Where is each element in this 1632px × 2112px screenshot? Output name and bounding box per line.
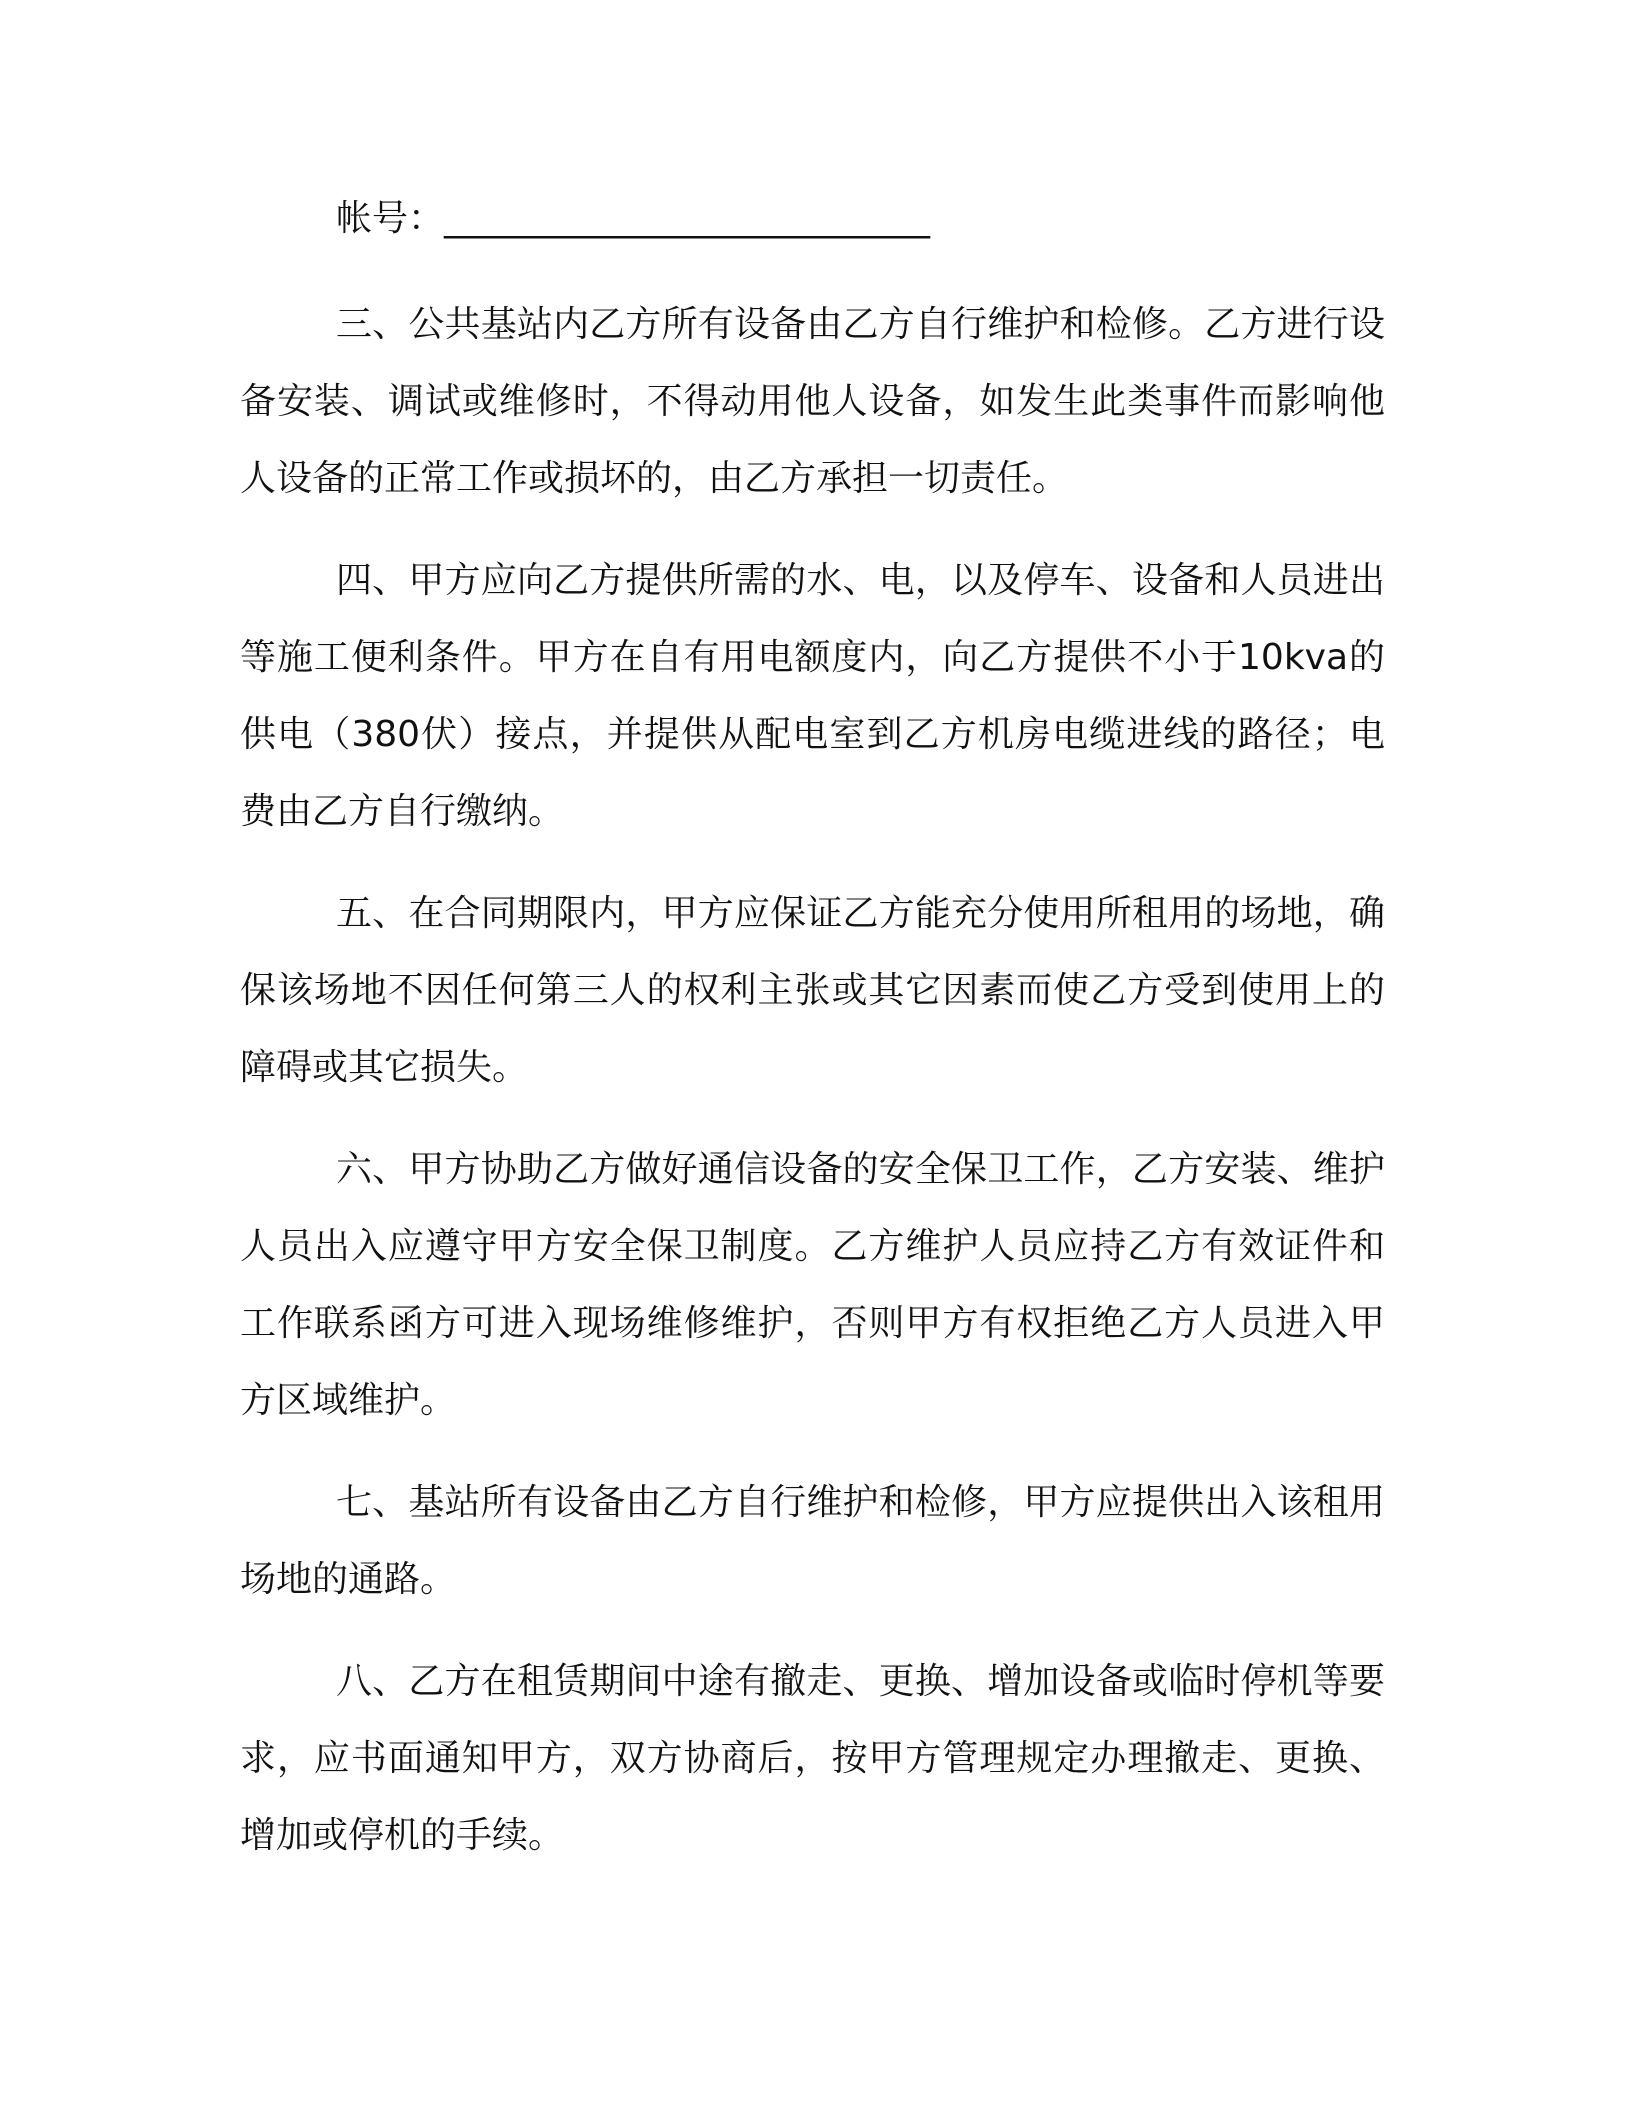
document-page (240, 190, 1385, 1899)
clause-7-paragraph: 七、基站所有设备由乙方自行维护和检修，甲方应提供出入该租用场地的通路。 (240, 1482, 1385, 1600)
clause-3-paragraph: 三、公共基站内乙方所有设备由乙方自行维护和检修。乙方进行设备安装、调试或维修时，不得动用他人设备，如发生此类事件而影响他人设备的正常工作或损坏的，由乙方承担一切责任。 (240, 304, 1385, 499)
account-line (240, 190, 1385, 248)
clause-6-paragraph: 六、甲方协助乙方做好通信设备的安全保卫工作，乙方安装、维护人员出入应遵守甲方安全保卫制度。乙方维护人员应持乙方有效证件和工作联系函方可进入现场维修维护，否则甲方有权拒绝乙方人员进入甲方区域维护。 (240, 1149, 1385, 1421)
account-blank: ___________________________ (444, 198, 931, 239)
clause-5-paragraph: 五、在合同期限内，甲方应保证乙方能充分使用所租用的场地，确保该场地不因任何第三人的权利主张或其它因素而使乙方受到使用上的障碍或其它损失。 (240, 893, 1385, 1088)
clause-4-paragraph: 四、甲方应向乙方提供所需的水、电，以及停车、设备和人员进出等施工便利条件。甲方在自有用电额度内，向乙方提供不小于10kva的供电（380伏）接点，并提供从配电室到乙方机房电缆进线的路径；电费由乙方自行缴纳。 (240, 560, 1385, 832)
clause-8-paragraph: 八、乙方在租赁期间中途有撤走、更换、增加设备或临时停机等要求，应书面通知甲方，双方协商后，按甲方管理规定办理撤走、更换、增加或停机的手续。 (240, 1661, 1385, 1856)
account-label: 帐号： (336, 198, 445, 239)
